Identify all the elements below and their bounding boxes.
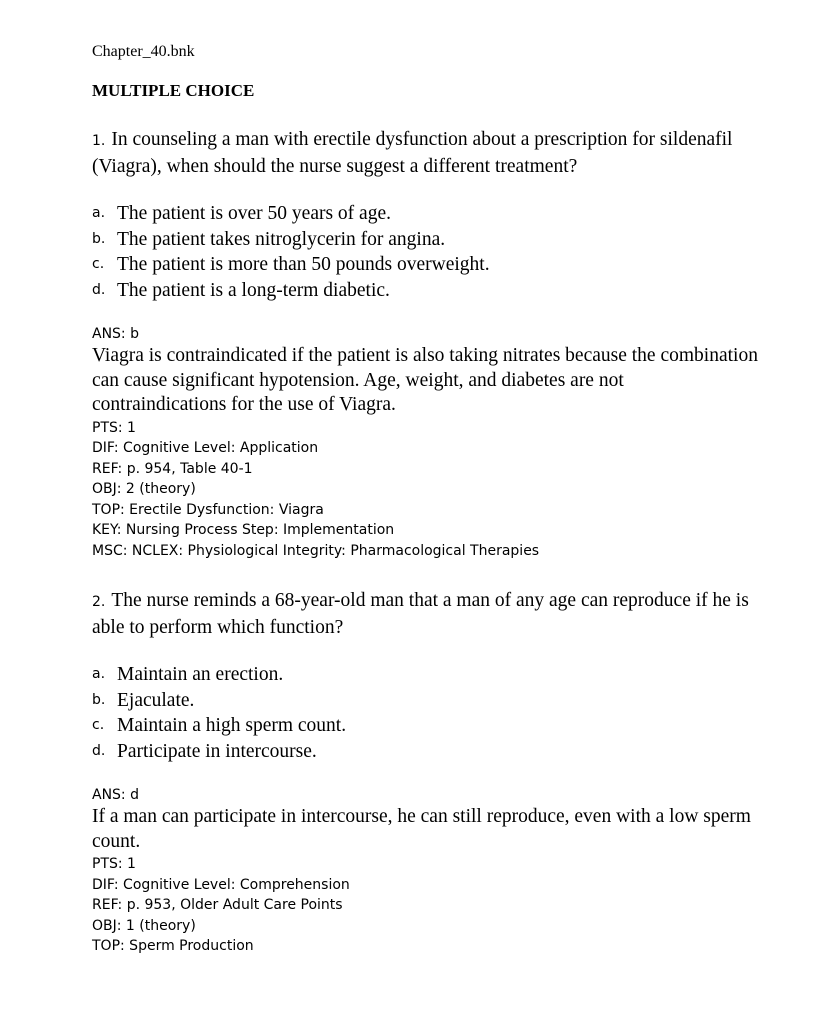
option-letter: d.	[92, 742, 106, 759]
meta-line-obj: OBJ: 1 (theory)	[92, 917, 196, 934]
option-text: Maintain a high sperm count.	[117, 715, 347, 736]
meta-line-top: TOP: Erectile Dysfunction: Viagra	[92, 501, 324, 518]
meta-line-dif: DIF: Cognitive Level: Comprehension	[92, 876, 350, 893]
question-stem	[92, 588, 760, 640]
option-row-d	[92, 278, 760, 304]
meta-line-key: KEY: Nursing Process Step: Implementation	[92, 522, 395, 538]
options-list	[92, 201, 767, 303]
options-list	[92, 662, 767, 764]
meta-line-dif: DIF: Cognitive Level: Application	[92, 440, 319, 456]
question-stem-text: The nurse reminds a 68-year-old man that a man of any age can reproduce if he is able to perform which function?	[92, 590, 749, 638]
question-block-2	[92, 588, 767, 957]
meta-line-ref: REF: p. 953, Older Adult Care Points	[92, 897, 343, 913]
question-number: 2.	[92, 594, 106, 610]
section-heading: MULTIPLE CHOICE	[92, 81, 255, 100]
option-letter: a.	[92, 205, 106, 221]
document-filename: Chapter_40.bnk	[92, 43, 195, 60]
option-row-a	[92, 201, 760, 227]
option-row-c	[92, 252, 760, 278]
option-letter: c.	[92, 717, 105, 733]
option-letter: b.	[92, 230, 106, 247]
option-text: The patient is a long-term diabetic.	[117, 279, 390, 301]
option-letter: d.	[92, 281, 106, 298]
question-stem-text: In counseling a man with erectile dysfunction about a prescription for sildenafil (Viagra), when should the nurse suggest a different treatment?	[92, 129, 733, 177]
option-row-c	[92, 713, 760, 739]
option-text: The patient is more than 50 pounds overweight.	[117, 254, 490, 275]
option-letter: a.	[92, 666, 106, 682]
meta-line-top: TOP: Sperm Production	[92, 938, 254, 954]
option-text: The patient takes nitroglycerin for angina.	[117, 228, 446, 250]
option-text: Participate in intercourse.	[117, 740, 317, 762]
answer-line: ANS: d	[92, 787, 139, 803]
meta-block	[92, 418, 767, 562]
option-text: Maintain an erection.	[117, 664, 284, 685]
question-number: 1.	[92, 133, 106, 149]
option-row-b	[92, 227, 760, 253]
answer-line: ANS: b	[92, 326, 139, 342]
meta-line-ref: REF: p. 954, Table 40-1	[92, 460, 253, 477]
option-row-a	[92, 662, 760, 688]
option-letter: c.	[92, 256, 105, 272]
option-text: The patient is over 50 years of age.	[117, 203, 391, 224]
option-text: Ejaculate.	[117, 689, 195, 711]
meta-line-pts: PTS: 1	[92, 856, 136, 872]
meta-line-obj: OBJ: 2 (theory)	[92, 481, 196, 497]
option-letter: b.	[92, 691, 106, 708]
meta-line-msc: MSC: NCLEX: Physiological Integrity: Pharmacological Therapies	[92, 542, 540, 559]
meta-line-pts: PTS: 1	[92, 419, 136, 436]
option-row-b	[92, 688, 760, 714]
rationale-text: If a man can participate in intercourse, he can still reproduce, even with a low sperm count.	[92, 806, 751, 852]
question-stem	[92, 127, 760, 179]
meta-block	[92, 854, 767, 957]
rationale-text: Viagra is contraindicated if the patient is also taking nitrates because the combination can cause significant hypotension. Age, weight, and diabetes are not contraindications for the use of Viagra.	[92, 345, 758, 415]
option-row-d	[92, 739, 760, 765]
question-block-1	[92, 127, 767, 561]
